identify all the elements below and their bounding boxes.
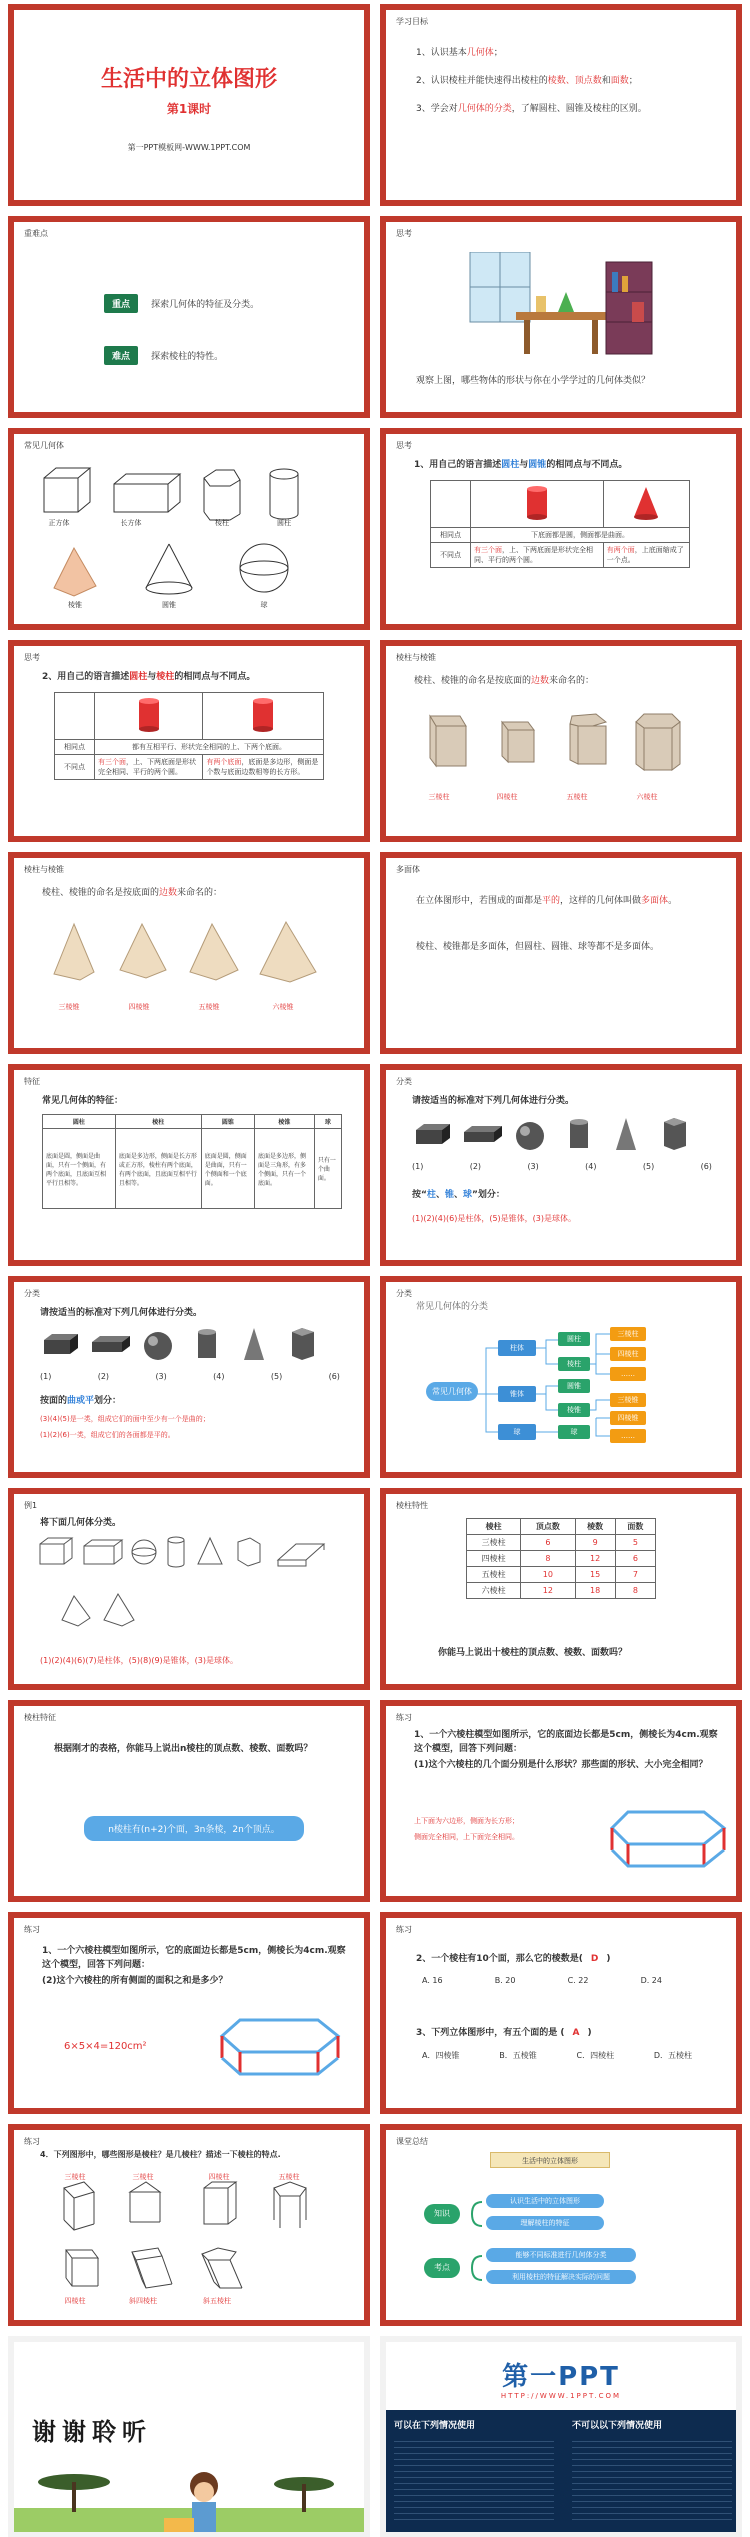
slide-brand[interactable]	[380, 2336, 742, 2537]
prism-question: 你能马上说出十棱柱的顶点数、棱数、面数吗？	[438, 1648, 628, 1658]
example-solids	[34, 1534, 354, 1644]
usage-panel	[386, 2410, 736, 2532]
slide-header: 特征	[24, 1077, 40, 1086]
prisms-illustration	[426, 706, 716, 776]
classify-question: 请按适当的标准对下列几何体进行分类。	[40, 1308, 203, 1318]
think-question: 2、用自己的语言描述圆柱与棱柱的相同点与不同点。	[42, 672, 256, 682]
exam-item-2: 利用棱柱的特征解决实际的问题	[486, 2270, 636, 2284]
slide-header: 思考	[396, 229, 412, 238]
slide-polyhedron[interactable]	[380, 852, 742, 1054]
slide-thanks[interactable]	[8, 2336, 370, 2537]
knowledge-item-1: 认识生活中的立体图形	[486, 2194, 604, 2208]
slide-header: 分类	[24, 1289, 40, 1298]
slide-header: 练习	[24, 1925, 40, 1934]
label-7: 斜五棱柱	[203, 2297, 231, 2305]
slide-header: 思考	[24, 653, 40, 662]
slide-think-1[interactable]	[380, 216, 742, 418]
cylinder-icon	[517, 483, 557, 523]
label-quad-prism: 四棱柱	[496, 793, 518, 801]
cone-icon	[146, 544, 192, 594]
slide-classify-1[interactable]	[380, 1064, 742, 1266]
slide-key-points[interactable]	[8, 216, 370, 418]
label-cylinder: 圆柱	[277, 519, 291, 527]
slide-header: 棱柱特征	[24, 1713, 56, 1722]
thanks-text: 谢谢聆听	[32, 2418, 152, 2446]
exercise-question: 1、一个六棱柱模型如图所示，它的底面边长都是5cm，侧棱长为4cm.观察这个模型，回答下列问题：	[42, 1946, 346, 1970]
naming-rule: 棱柱、棱锥的命名是按底面的边数来命名的：	[42, 888, 223, 898]
tree-prism-body: 柱体	[498, 1340, 536, 1356]
knowledge-item-2: 理解棱柱的特征	[486, 2216, 604, 2230]
label-penta-pyramid: 五棱锥	[198, 1003, 220, 1011]
prism-table: 棱柱 顶点数 棱数 面数 三棱柱 6 9 5 四棱柱 8 12 6 五棱柱 10 15 7 六棱柱 12 18 8	[466, 1518, 656, 1599]
pyramid-icon	[54, 548, 96, 596]
slide-header: 思考	[396, 441, 412, 450]
slide-exercise-2-3[interactable]	[380, 1912, 742, 2114]
slide-summary[interactable]	[380, 2124, 742, 2326]
naming-rule: 棱柱、棱锥的命名是按底面的边数来命名的：	[414, 676, 595, 686]
tree-sub-4: 三棱锥	[610, 1393, 646, 1407]
compare-table: 相同点 都有互相平行、形状完全相同的上、下两个底面。 不同点 有三个面，上、下两底面是形状完全相同、平行的两个圆。 有两个底面，底面是多边形，侧面是个数与底面边数相等的长方形。	[54, 692, 324, 780]
tree-title: 常见几何体的分类	[416, 1302, 489, 1312]
cylinder-icon	[129, 695, 169, 735]
exam-point-tag: 考点	[424, 2258, 460, 2278]
exercise-subquestion: (1)这个六棱柱的几个面分别是什么形状？那些面的形状、大小完全相同？	[414, 1760, 708, 1770]
exercise-subquestion: (2)这个六棱柱的所有侧面的面积之和是多少？	[42, 1976, 228, 1986]
pyramids-illustration	[50, 920, 340, 984]
label-cube: 正方体	[48, 519, 70, 527]
option-c[interactable]: C．四棱柱	[576, 2051, 615, 2060]
tree-sub-3: ……	[610, 1367, 646, 1381]
slide-prism-formula[interactable]	[8, 1700, 370, 1902]
label-penta-prism: 五棱柱	[566, 793, 588, 801]
slide-prism-naming[interactable]	[380, 640, 742, 842]
slide-header: 分类	[396, 1077, 412, 1086]
slide-header: 多面体	[396, 865, 420, 874]
slide-common-solids[interactable]	[8, 428, 370, 630]
polyhedron-definition: 在立体图形中，若围成的面都是平的，这样的几何体叫做多面体。	[416, 896, 678, 906]
compare-table: 相同点 下底面都是圆，侧面都是曲面。 不同点 有三个面，上、下两底面是形状完全相同、平行的两个圆。 有两个面，上底面缩成了一个点。	[430, 480, 690, 568]
label-4: 五棱柱	[278, 2173, 300, 2181]
label-6: 斜四棱柱	[129, 2297, 157, 2305]
cube-icon	[44, 468, 90, 512]
slide-header: 棱柱特性	[396, 1501, 428, 1510]
slide-example-1[interactable]	[8, 1488, 370, 1690]
objective-2: 2、认识棱柱并能快速得出棱柱的棱数、顶点数和面数；	[416, 76, 638, 86]
slide-title[interactable]	[8, 4, 370, 206]
think-question: 观察上图，哪些物体的形状与你在小学学过的几何体类似？	[416, 376, 651, 386]
polyhedron-note: 棱柱、棱锥都是多面体，但圆柱、圆锥、球等都不是多面体。	[416, 942, 660, 952]
slide-header: 练习	[396, 1713, 412, 1722]
difficulty-row	[104, 344, 223, 365]
key-text: 探索几何体的特征及分类。	[151, 300, 260, 310]
think-question: 1、用自己的语言描述圆柱与圆锥的相同点与不同点。	[414, 460, 628, 470]
label-tri-pyramid: 三棱锥	[58, 1003, 80, 1011]
label-1: 三棱柱	[64, 2173, 86, 2181]
exercise-question: 1、一个六棱柱模型如图所示，它的底面边长都是5cm，侧棱长为4cm.观察这个模型，回答下列问题：	[414, 1730, 718, 1754]
exercise-2-options	[422, 1976, 662, 1985]
label-hexa-pyramid: 六棱锥	[272, 1003, 294, 1011]
tree-pyramid: 棱锥	[558, 1403, 590, 1417]
objective-1: 1、认识基本几何体；	[416, 48, 503, 58]
slide-header: 分类	[396, 1289, 412, 1298]
forbidden-title: 不可以以下列情况使用	[572, 2421, 663, 2431]
solids-numbers: (1) (2) (3) (4) (5) (6)	[40, 1372, 340, 1381]
label-hexa-prism: 六棱柱	[636, 793, 658, 801]
classify-basis: 按面的曲或平划分：	[40, 1396, 122, 1406]
slide-exercise-1a[interactable]	[380, 1700, 742, 1902]
tree-sub-6: ……	[610, 1429, 646, 1443]
label-sphere: 球	[260, 601, 268, 609]
tree-prism: 棱柱	[558, 1357, 590, 1371]
label-cuboid: 长方体	[120, 519, 142, 527]
key-point-row	[104, 292, 259, 313]
difficulty-text: 探索棱柱的特性。	[151, 352, 224, 362]
solids-row	[412, 1116, 712, 1156]
tree-sub-5: 四棱锥	[610, 1411, 646, 1425]
lesson-number: 第1课时	[166, 102, 212, 116]
solids-row	[40, 1326, 340, 1366]
forbidden-list	[572, 2436, 732, 2524]
slide-exercise-1b[interactable]	[8, 1912, 370, 2114]
slide-header: 练习	[24, 2137, 40, 2146]
allowed-title: 可以在下列情况使用	[394, 2421, 476, 2431]
hexagonal-prism-model	[608, 1802, 728, 1872]
site-credit: 第一PPT模板网-WWW.1PPT.COM	[127, 143, 251, 152]
key-tag: 重点	[104, 294, 138, 313]
prism-icon	[204, 470, 240, 520]
slide-think-cylinder-cone[interactable]	[380, 428, 742, 630]
label-pyramid: 棱锥	[68, 601, 82, 609]
slide-header: 学习目标	[396, 17, 428, 26]
allowed-list	[394, 2436, 554, 2524]
option-d[interactable]: D．五棱柱	[653, 2051, 692, 2060]
tree-sub-2: 四棱柱	[610, 1347, 646, 1361]
label-quad-pyramid: 四棱锥	[128, 1003, 150, 1011]
slide-header: 重难点	[24, 229, 48, 238]
label-prism: 棱柱	[215, 519, 229, 527]
label-triangular-prism: 三棱柱	[428, 793, 450, 801]
features-title: 常见几何体的特征：	[42, 1096, 124, 1106]
solids-illustration	[34, 464, 344, 614]
slide-header: 课堂总结	[396, 2137, 428, 2146]
option-a[interactable]: A. 16	[422, 1976, 443, 1985]
tree-sub-1: 三棱柱	[610, 1327, 646, 1341]
label-5: 四棱柱	[64, 2297, 86, 2305]
classify-answer-1: (3)(4)(5)是一类，组成它们的面中至少有一个是曲的；	[40, 1415, 210, 1423]
exercise-answer-1: 上下面为六边形，侧面为长方形；	[414, 1817, 519, 1825]
label-3: 四棱柱	[208, 2173, 230, 2181]
example-answer: (1)(2)(4)(6)(7)是柱体，(5)(8)(9)是锥体，(3)是球体。	[40, 1656, 238, 1665]
tree-ball: 球	[558, 1425, 590, 1439]
exercise-2-question: 2、一个棱柱有10个面，那么它的棱数是( D )	[416, 1954, 611, 1964]
slide-header: 例1	[24, 1501, 38, 1510]
tree-cone: 圆锥	[558, 1379, 590, 1393]
slide-header: 常见几何体	[24, 441, 64, 450]
page-title: 生活中的立体图形	[100, 67, 277, 92]
slide-exercise-4[interactable]	[8, 2124, 370, 2326]
option-a[interactable]: A．四棱锥	[422, 2051, 460, 2060]
formula-question: 根据刚才的表格，你能马上说出n棱柱的顶点数、棱数、面数吗？	[54, 1744, 313, 1754]
slide-objectives[interactable]	[380, 4, 742, 206]
knowledge-tag: 知识	[424, 2204, 460, 2224]
cylinder-icon	[243, 695, 283, 735]
label-2: 三棱柱	[132, 2173, 154, 2181]
option-d[interactable]: D. 24	[640, 1976, 662, 1985]
objective-3: 3、学会对几何体的分类，了解圆柱、圆锥及棱柱的区别。	[416, 104, 647, 114]
tree-sphere: 球	[498, 1424, 536, 1440]
slide-features[interactable]	[8, 1064, 370, 1266]
slide-classification-tree[interactable]	[380, 1276, 742, 1478]
landscape-illustration	[14, 2462, 364, 2537]
slide-classify-2[interactable]	[8, 1276, 370, 1478]
classify-answer-2: (1)(2)(6)一类，组成它们的各面都是平的。	[40, 1431, 175, 1439]
slide-header: 棱柱与棱锥	[24, 865, 64, 874]
example-question: 将下面几何体分类。	[40, 1518, 122, 1528]
solids-numbers: (1) (2) (3) (4) (5) (6)	[412, 1162, 712, 1171]
slide-pyramid-naming[interactable]	[8, 852, 370, 1054]
hexagonal-prism-model	[218, 2010, 344, 2082]
room-illustration	[466, 252, 656, 362]
cuboid-icon	[114, 474, 180, 512]
label-cone: 圆锥	[162, 601, 176, 609]
slide-header: 棱柱与棱锥	[396, 653, 436, 662]
classify-basis: 按“柱、锥、球”划分：	[412, 1190, 505, 1200]
classify-answer: (1)(2)(4)(6)是柱体，(5)是锥体，(3)是球体。	[412, 1214, 576, 1223]
tree-cone-body: 锥体	[498, 1386, 536, 1402]
brand-url[interactable]: HTTP://WWW.1PPT.COM	[500, 2392, 622, 2400]
option-b[interactable]: B. 20	[494, 1976, 516, 1985]
slide-prism-properties[interactable]	[380, 1488, 742, 1690]
exercise-3-question: 3、下列立体图形中，有五个面的是 ( A )	[416, 2028, 592, 2038]
exercise-answer: 6×5×4=120cm²	[64, 2041, 147, 2052]
cylinder-icon	[270, 469, 298, 519]
objective-list	[416, 46, 726, 116]
slide-header: 练习	[396, 1925, 412, 1934]
sphere-icon	[240, 544, 288, 592]
tree-root: 常见几何体	[426, 1382, 478, 1401]
exercise-shapes	[54, 2178, 334, 2302]
features-table: 圆柱 棱柱 圆锥 棱锥 球 底面是圆，侧面是曲面，只有一个侧面，有两个底面，且底面互相平行且相等。 底面是多边形，侧面是长方形或正方形，棱柱有两个底面，有两个底面，且底面互相平行且相等。 底面是圆，侧面是曲面，只有一个侧面和一个底面。 底面是多边形，侧面是三角形，有多个侧面，只有一个底面。 只有一个曲面。	[42, 1114, 342, 1209]
exercise-answer-2: 侧面完全相同，上下面完全相同。	[414, 1833, 519, 1841]
exam-item-1: 能够不同标准进行几何体分类	[486, 2248, 636, 2262]
summary-title: 生活中的立体图形	[490, 2152, 610, 2168]
option-b[interactable]: B．五棱锥	[499, 2051, 537, 2060]
option-c[interactable]: C. 22	[567, 1976, 589, 1985]
tree-cylinder: 圆柱	[558, 1332, 590, 1346]
exercise-question: 4．下列图形中，哪些图形是棱柱？是几棱柱？描述一下棱柱的特点.	[40, 2150, 281, 2159]
brand-logo: 第一PPT	[502, 2362, 620, 2392]
cone-icon	[626, 483, 666, 523]
classify-question: 请按适当的标准对下列几何体进行分类。	[412, 1096, 575, 1106]
difficulty-tag: 难点	[104, 346, 138, 365]
formula-answer: n棱柱有(n+2)个面，3n条棱，2n个顶点。	[84, 1816, 304, 1841]
exercise-3-options	[422, 2050, 692, 2061]
slide-think-cylinder-prism[interactable]	[8, 640, 370, 842]
